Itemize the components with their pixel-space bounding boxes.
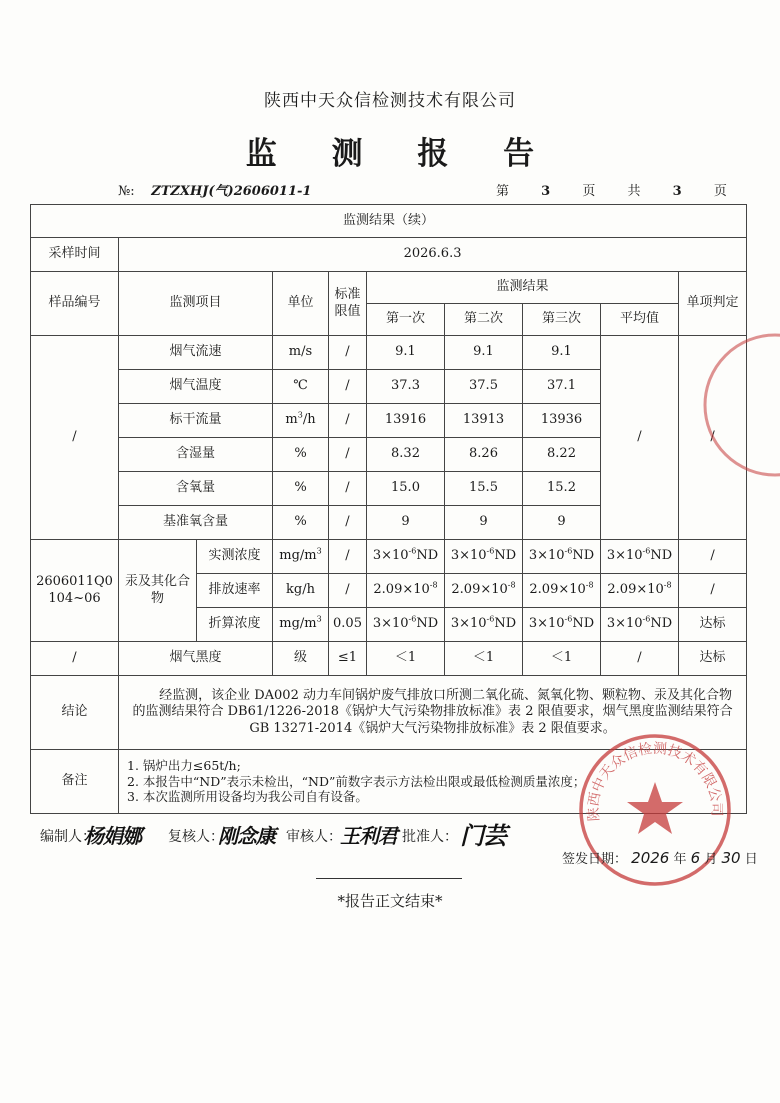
row-r1: 13916 [367, 404, 445, 438]
row-unit: $mg/m^3$ [273, 540, 329, 574]
sampling-time-value: 2026.6.3 [119, 238, 747, 272]
header-item: 监测项目 [119, 272, 273, 336]
end-of-report: *报告正文结束* [337, 892, 443, 910]
section-title: 监测结果（续） [31, 205, 747, 238]
approver-label: 批准人： [402, 829, 458, 845]
smoke-limit: ≤1 [329, 642, 367, 676]
row-limit: / [329, 370, 367, 404]
row-r2: 15.5 [445, 472, 523, 506]
row-r2: $3\times 10^{-6}ND$ [445, 540, 523, 574]
page-total: 3 [672, 184, 682, 199]
header-second: 第二次 [445, 304, 523, 336]
row-r2: 37.5 [445, 370, 523, 404]
row-item: 含氧量 [119, 472, 273, 506]
row-unit: % [273, 506, 329, 540]
row-r2: 8.26 [445, 438, 523, 472]
report-number [118, 180, 311, 199]
page-ye: 页 [582, 184, 596, 199]
page-ye-2: 页 [713, 184, 727, 199]
page-di: 第 [496, 184, 510, 199]
issue-date [562, 848, 758, 867]
row-r3: $3\times 10^{-6}ND$ [523, 608, 601, 642]
row-limit: / [329, 506, 367, 540]
row-r3: 8.22 [523, 438, 601, 472]
approver-signature: 门芸 [460, 822, 506, 850]
end-divider [316, 878, 462, 879]
smoke-sample: / [31, 642, 119, 676]
row-limit: / [329, 438, 367, 472]
header-first: 第一次 [367, 304, 445, 336]
editor-signature: 杨娟娜 [84, 824, 141, 848]
row-judge: / [679, 574, 747, 608]
sampling-time-label: 采样时间 [31, 238, 119, 272]
row-r3: $3\times 10^{-6}ND$ [523, 540, 601, 574]
date-month: 6 [690, 849, 701, 867]
row-sub-item: 排放速率 [197, 574, 273, 608]
date-label: 签发日期： [562, 852, 628, 867]
header-results: 监测结果 [367, 272, 679, 304]
row-r1: 9 [367, 506, 445, 540]
note-item: 2. 本报告中“ND”表示未检出，“ND”前数字表示方法检出限或最低检测质量浓度； [127, 773, 586, 789]
conclusion-label: 结论 [31, 676, 119, 750]
row-item: 含湿量 [119, 438, 273, 472]
conclusion-text: 经监测，该企业 DA002 动力车间锅炉废气排放口所测二氧化硫、氮氧化物、颗粒物、汞及其化合物的监测结果符合 DB61/1226-2018《锅炉大气污染物排放标准》表 2 限值要求，烟气黑度监测结果符合 GB 13271-2014《锅炉大气污染物排放标准》表 2 限值要求。 [119, 676, 747, 750]
date-nian: 年 [673, 852, 687, 867]
report-title: 监 测 报 告 [245, 136, 557, 172]
row-limit: / [329, 472, 367, 506]
header-judge: 单项判定 [679, 272, 747, 336]
row-unit: kg/h [273, 574, 329, 608]
stamp-text: 陕西中天众信检测技术有限公司 [585, 740, 725, 822]
smoke-r1: ＜1 [367, 642, 445, 676]
row-limit: / [329, 336, 367, 370]
row-avg: $3\times 10^{-6}ND$ [601, 540, 679, 574]
group2-sample: 2606011Q0104~06 [31, 540, 119, 642]
row-item: 基准氧含量 [119, 506, 273, 540]
date-yue: 月 [704, 852, 718, 867]
row-avg: $2.09\times 10^{-8}$ [601, 574, 679, 608]
row-r3: $2.09\times 10^{-8}$ [523, 574, 601, 608]
row-unit: % [273, 438, 329, 472]
row-r1: $3\times 10^{-6}ND$ [367, 540, 445, 574]
table-row [31, 540, 747, 574]
row-unit: m/s [273, 336, 329, 370]
reviewer-label: 复核人： [168, 829, 224, 845]
row-r2: 9.1 [445, 336, 523, 370]
row-r1: 37.3 [367, 370, 445, 404]
row-limit: / [329, 574, 367, 608]
smoke-avg: / [601, 642, 679, 676]
group2-item: 汞及其化合物 [119, 540, 197, 642]
row-r3: 15.2 [523, 472, 601, 506]
editor-label: 编制人： [40, 829, 96, 845]
row-unit: $m^3/h$ [273, 404, 329, 438]
row-unit: $mg/m^3$ [273, 608, 329, 642]
group1-sample: / [31, 336, 119, 540]
row-item: 标干流量 [119, 404, 273, 438]
table-row [31, 336, 747, 370]
row-r1: 15.0 [367, 472, 445, 506]
reviewer-signature: 刚念康 [218, 824, 275, 848]
date-day: 30 [721, 849, 741, 867]
row-item: 烟气流速 [119, 336, 273, 370]
row-r1: $3\times 10^{-6}ND$ [367, 608, 445, 642]
row-r2: $2.09\times 10^{-8}$ [445, 574, 523, 608]
table-row [31, 642, 747, 676]
auditor-signature: 王利君 [340, 824, 397, 848]
row-r2: 9 [445, 506, 523, 540]
row-r3: 9 [523, 506, 601, 540]
report-number-label: №: [118, 184, 135, 199]
note-item: 3. 本次监测所用设备均为我公司自有设备。 [127, 789, 368, 805]
smoke-unit: 级 [273, 642, 329, 676]
row-r2: $3\times 10^{-6}ND$ [445, 608, 523, 642]
company-name: 陕西中天众信检测技术有限公司 [264, 91, 516, 111]
row-sub-item: 实测浓度 [197, 540, 273, 574]
smoke-r2: ＜1 [445, 642, 523, 676]
page-indicator [496, 180, 755, 199]
group1-judge: / [679, 336, 747, 540]
header-unit: 单位 [273, 272, 329, 336]
header-sample-no: 样品编号 [31, 272, 119, 336]
row-r2: 13913 [445, 404, 523, 438]
row-judge: / [679, 540, 747, 574]
date-year: 2026 [631, 849, 670, 867]
auditor-label: 审核人： [286, 829, 342, 845]
seal-stamp-partial [680, 325, 780, 485]
row-sub-item: 折算浓度 [197, 608, 273, 642]
notes-label: 备注 [31, 750, 119, 814]
row-limit: / [329, 404, 367, 438]
page-number: 3 [541, 184, 551, 199]
row-unit: ℃ [273, 370, 329, 404]
row-r1: 9.1 [367, 336, 445, 370]
date-ri: 日 [744, 852, 758, 867]
row-r1: $2.09\times 10^{-8}$ [367, 574, 445, 608]
smoke-judge: 达标 [679, 642, 747, 676]
row-limit: / [329, 540, 367, 574]
header-limit: 标准限值 [329, 272, 367, 336]
row-item: 烟气温度 [119, 370, 273, 404]
row-r1: 8.32 [367, 438, 445, 472]
row-avg: $3\times 10^{-6}ND$ [601, 608, 679, 642]
group1-avg: / [601, 336, 679, 540]
row-r3: 13936 [523, 404, 601, 438]
page-gong: 共 [627, 184, 641, 199]
results-table [30, 204, 747, 814]
row-judge: 达标 [679, 608, 747, 642]
report-number-value: ZTZXHJ(气)2606011-1 [151, 184, 312, 199]
smoke-r3: ＜1 [523, 642, 601, 676]
row-limit: 0.05 [329, 608, 367, 642]
row-r3: 37.1 [523, 370, 601, 404]
header-third: 第三次 [523, 304, 601, 336]
row-r3: 9.1 [523, 336, 601, 370]
row-unit: % [273, 472, 329, 506]
header-avg: 平均值 [601, 304, 679, 336]
note-item: 1. 锅炉出力≤65t/h; [127, 758, 241, 774]
smoke-item: 烟气黑度 [119, 642, 273, 676]
